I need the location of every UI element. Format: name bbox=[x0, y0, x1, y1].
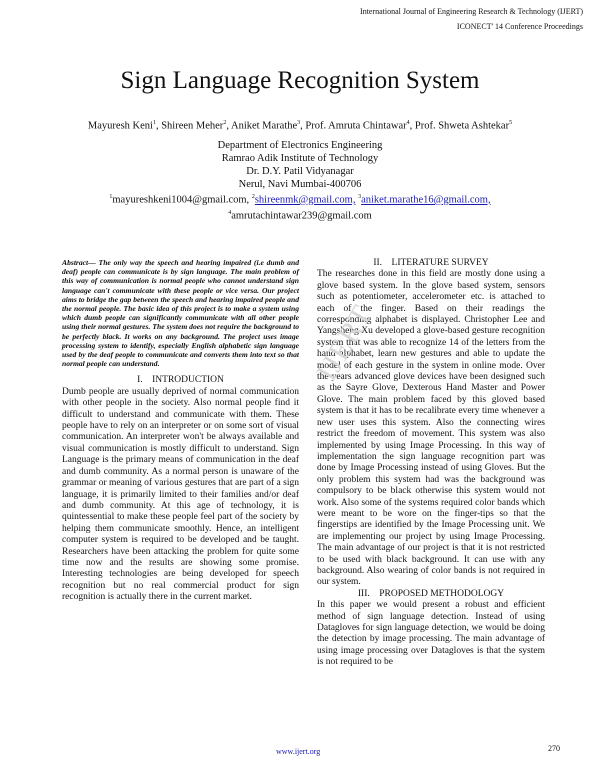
email-2-link[interactable]: shireenmk@gmail.com, bbox=[254, 194, 356, 206]
author-name: Aniket Marathe bbox=[230, 120, 298, 132]
email-sup: 2 bbox=[251, 194, 255, 200]
journal-header: International Journal of Engineering Research & Technology (IJERT) bbox=[360, 7, 583, 16]
email-4: amrutachintawar239@gmail.com bbox=[231, 210, 372, 221]
author-sup: 3 bbox=[297, 120, 301, 126]
methodology-heading: III. PROPOSED METHODOLOGY bbox=[357, 588, 505, 599]
institute: Ramrao Adik Institute of Technology bbox=[221, 153, 379, 164]
watermark: IJERT bbox=[310, 299, 380, 387]
email-sup: 1 bbox=[109, 194, 113, 200]
author-name: Mayuresh Keni bbox=[87, 120, 153, 132]
author-sup: 1 bbox=[152, 120, 156, 126]
author-sup: 4 bbox=[406, 120, 410, 126]
city: Nerul, Navi Mumbai-400706 bbox=[238, 179, 362, 190]
footer-url[interactable]: www.ijert.org bbox=[276, 747, 321, 756]
author-name: Prof. Amruta Chintawar bbox=[305, 120, 407, 132]
author-sup: 2 bbox=[223, 120, 227, 126]
introduction-text: Dumb people are usually deprived of normal communication with other people in the society. Also normal people find it difficult to understand and communicate with them. These people have to rely on an interpreter or on some sort of visual communication. An interpreter won't be always available and visual communication is mostly difficult to understand. Sign Language is the primary means of communication in the deaf and dumb community. As a normal person is unaware of the grammar or meaning of various gestures that are part of a sign language, it is primarily limited to their families and/or deaf and dumb community. At this age of technology, it is quintessential to make these people feel part of the society by helping them communicate smoothly. Hence, an intelligent computer system is required to be developed and be taught. Researchers have been attacking the problem for quite some time now and the results are showing some promise. Interesting technologies are being developed for speech recognition but no real commercial product for sign recognition is actually there in the current market. bbox=[62, 386, 299, 603]
email-line bbox=[0, 191, 600, 207]
literature-survey-text: The researches done in this field are mostly done using a glove based system. In the glove based system, sensors such as potentiometer, accelerometer etc. is attached to each of the finger. Based on their readings the corresponding alphabet is displayed. Christopher Lee and Yangsheng Xu developed a glove-based gesture recognition system that was able to recognize 14 of the letters from the hand alphabet, learn new gestures and able to update the model of each gesture in the system in online mode. Over the years advanced glove devices have been designed such as the Sayre Glove, Dexterous Hand Master and Power Glove. The main problem faced by this gloved based system is that it has to be recalibrate every time whenever a new user uses this system. Also the connecting wires restrict the freedom of movement. This system was also implemented by using Image Processing. In this way of implementation the sign language recognition part was done by Image Processing instead of using Gloves. But the only problem this system had was the background was compulsory to be black otherwise this system would not work. Also some of the systems required color bands which were meant to be wore on the finger-tips so that the fingerstips are identified by the Image Processing unit. We are implementing our project by using Image Processing. The main advantage of our project is that it is not restricted to be used with black background. It can use with any background. Also wearing of color bands is not required in our system. bbox=[317, 269, 545, 588]
left-column bbox=[62, 258, 299, 604]
author-sup: 5 bbox=[509, 120, 513, 126]
paper-title: Sign Language Recognition System bbox=[120, 67, 480, 94]
author-name: Shireen Meher bbox=[161, 120, 224, 132]
email-sup: 4 bbox=[228, 209, 232, 216]
department: Department of Electronics Engineering bbox=[217, 140, 383, 151]
email-3-link[interactable]: aniket.marathe16@gmail.com, bbox=[361, 194, 491, 206]
affiliation-block bbox=[0, 139, 600, 222]
email-1: mayureshkeni1004@gmail.com, bbox=[112, 194, 250, 206]
page-number: 270 bbox=[548, 744, 560, 753]
introduction-heading: I. INTRODUCTION bbox=[137, 375, 224, 386]
proceedings-header: ICONECT' 14 Conference Proceedings bbox=[456, 22, 583, 31]
methodology-text: In this paper we would present a robust and efficient method of sign language detection. Instead of using Datagloves for sign language detection, we would be doing the detection by image processing. The main advantage of using image processing over Datagloves is that the system is not required to be bbox=[317, 600, 545, 668]
abstract: Abstract— The only way the speech and hearing impaired (i.e dumb and deaf) people can communicate is by sign language. The main problem of this way of communication is normal people who cannot understand sign language can't communicate with these people or vice versa. Our project aims to bridge the gap between the speech and hearing impaired people and the normal people. The basic idea of this project is to make a system using which dumb people can significantly communicate with all other people using their normal gestures. The system does not require the background to be perfectly black. It works on any background. The project uses image processing system to identify, especially English alphabetic sign language used by the deaf people to communicate and converts them into text so that normal people can understand. bbox=[62, 258, 299, 369]
literature-survey-heading: II. LITERATURE SURVEY bbox=[373, 258, 489, 268]
email-line-2 bbox=[0, 207, 600, 223]
author-list: Mayuresh Keni$^1$, Shireen Meher$^2$, Aniket Marathe$^3$, Prof. Amruta Chintawar$^4$, Prof. Shweta Ashtekar$^5$ bbox=[87, 120, 513, 132]
email-sup: 3 bbox=[358, 194, 362, 200]
author-name: Prof. Shweta Ashtekar bbox=[414, 120, 510, 132]
university: Dr. D.Y. Patil Vidyanagar bbox=[246, 166, 354, 177]
